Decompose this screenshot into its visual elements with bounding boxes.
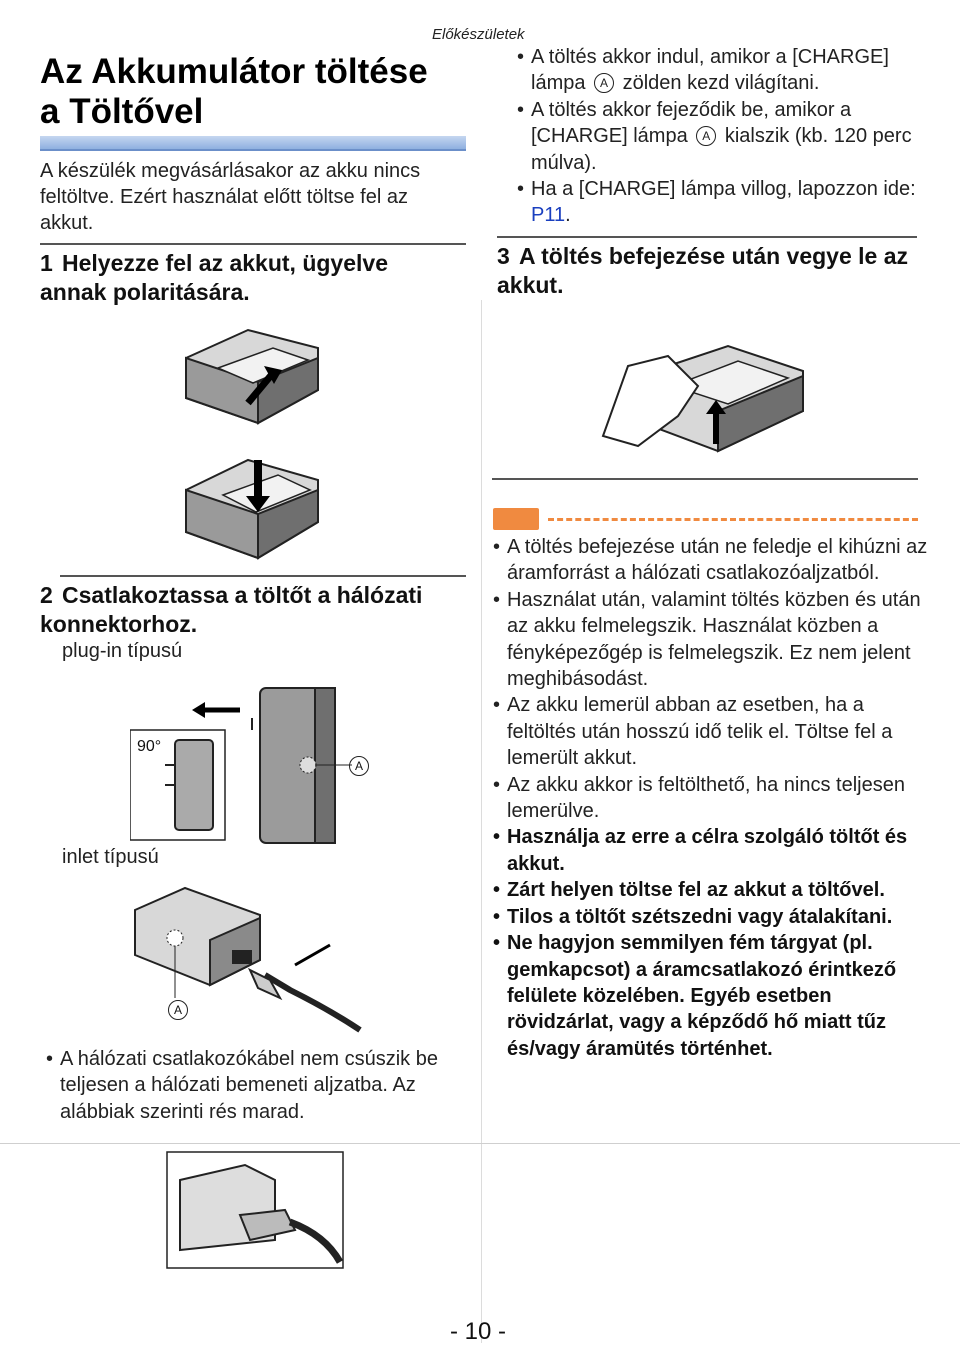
marker-a-icon: A — [168, 1000, 188, 1020]
step-1 — [40, 249, 460, 307]
note-item: • Az akku lemerül abban az esetben, ha a feltöltés után hosszú idő telik el. Töltse fel a lemerült akkut. — [493, 692, 933, 771]
note-item: • Használat után, valamint töltés közben és után az akku felmelegszik. Használat közben a fényképezőgép is felmelegszik. Ez nem jelent meghibásodást. — [493, 587, 933, 693]
section-header: Előkészületek — [432, 26, 525, 43]
step3-divider — [497, 236, 917, 238]
step-1-text: Helyezze fel az akkut, ügyelve annak polaritására. — [40, 250, 388, 305]
step-2-number: 2 — [40, 582, 53, 608]
page-link-p11[interactable]: P11 — [531, 204, 566, 227]
marker-a-icon: A — [696, 126, 716, 146]
note-book-icon — [493, 508, 539, 530]
charge-note-1: • A töltés akkor indul, amikor a [CHARGE] lámpa A zölden kezd világítani. — [517, 44, 937, 97]
column-divider — [481, 300, 482, 1343]
page-title — [40, 52, 470, 132]
charge-note-3: • Ha a [CHARGE] lámpa villog, lapozzon ide: P11. — [517, 176, 937, 229]
charger-insert-illustration — [178, 318, 328, 438]
marker-a-icon: A — [349, 756, 369, 776]
cable-note — [60, 1046, 480, 1125]
note-item: • Az akku akkor is feltölthető, ha nincs teljesen lemerülve. — [493, 772, 933, 825]
notes-list — [493, 534, 933, 1062]
bold-note-item: • Tilos a töltőt szétszedni vagy átalakítani. — [493, 904, 933, 930]
notes-divider — [492, 478, 918, 480]
step-2-text: Csatlakoztassa a töltőt a hálózati konnektorhoz. — [40, 582, 423, 637]
page-title-line2: a Töltővel — [40, 92, 204, 131]
plugin-type-label: plug-in típusú — [62, 640, 183, 662]
step-3-number: 3 — [497, 243, 510, 269]
note-dashed-line — [548, 518, 918, 521]
bold-note-item: • Zárt helyen töltse fel az akkut a töltővel. — [493, 877, 933, 903]
inlet-charger-illustration — [130, 880, 370, 1040]
intro-text: A készülék megvásárlásakor az akku nincs feltöltve. Ezért használat előtt töltse fel az akkut. — [40, 160, 421, 234]
cable-note-item: • A hálózati csatlakozókábel nem csúszik be teljesen a hálózati bemeneti aljzatba. Az alábbiak szerinti rés marad. — [46, 1046, 480, 1125]
angle-label: 90° — [137, 738, 162, 755]
page-number: - 10 - — [450, 1318, 507, 1345]
charge-status-notes — [517, 44, 937, 229]
plug-gap-illustration — [165, 1150, 345, 1270]
step1-divider — [40, 243, 466, 245]
marker-a-icon: A — [594, 73, 614, 93]
inlet-type-label: inlet típusú — [62, 846, 159, 868]
step-3-text: A töltés befejezése után vegye le az akkut. — [497, 243, 909, 298]
bold-note-item: • Használja az erre a célra szolgáló töltőt és akkut. — [493, 824, 933, 877]
plugin-charger-illustration — [130, 680, 380, 850]
step-1-number: 1 — [40, 250, 53, 276]
bold-note-item: • Ne hagyjon semmilyen fém tárgyat (pl. gemkapcsot) a áramcsatlakozó érintkező felülete közelében. Egyéb esetben rövidzárlat, vagy a képződő hő miatt tűz és/vagy áramütés történhet. — [493, 930, 933, 1062]
remove-battery-illustration — [598, 316, 808, 466]
title-underline-bar — [40, 136, 466, 151]
step-2 — [40, 581, 460, 639]
step2-divider — [60, 575, 466, 577]
charger-insert-down-illustration — [178, 440, 328, 570]
step-3 — [497, 242, 917, 300]
page-title-line1: Az Akkumulátor töltése — [40, 52, 428, 91]
note-item: • A töltés befejezése után ne feledje el kihúzni az áramforrást a hálózati csatlakozóaljzatból. — [493, 534, 933, 587]
charge-note-2: • A töltés akkor fejeződik be, amikor a [CHARGE] lámpa A kialszik (kb. 120 perc múlva). — [517, 97, 937, 176]
bottom-divider — [0, 1143, 960, 1144]
